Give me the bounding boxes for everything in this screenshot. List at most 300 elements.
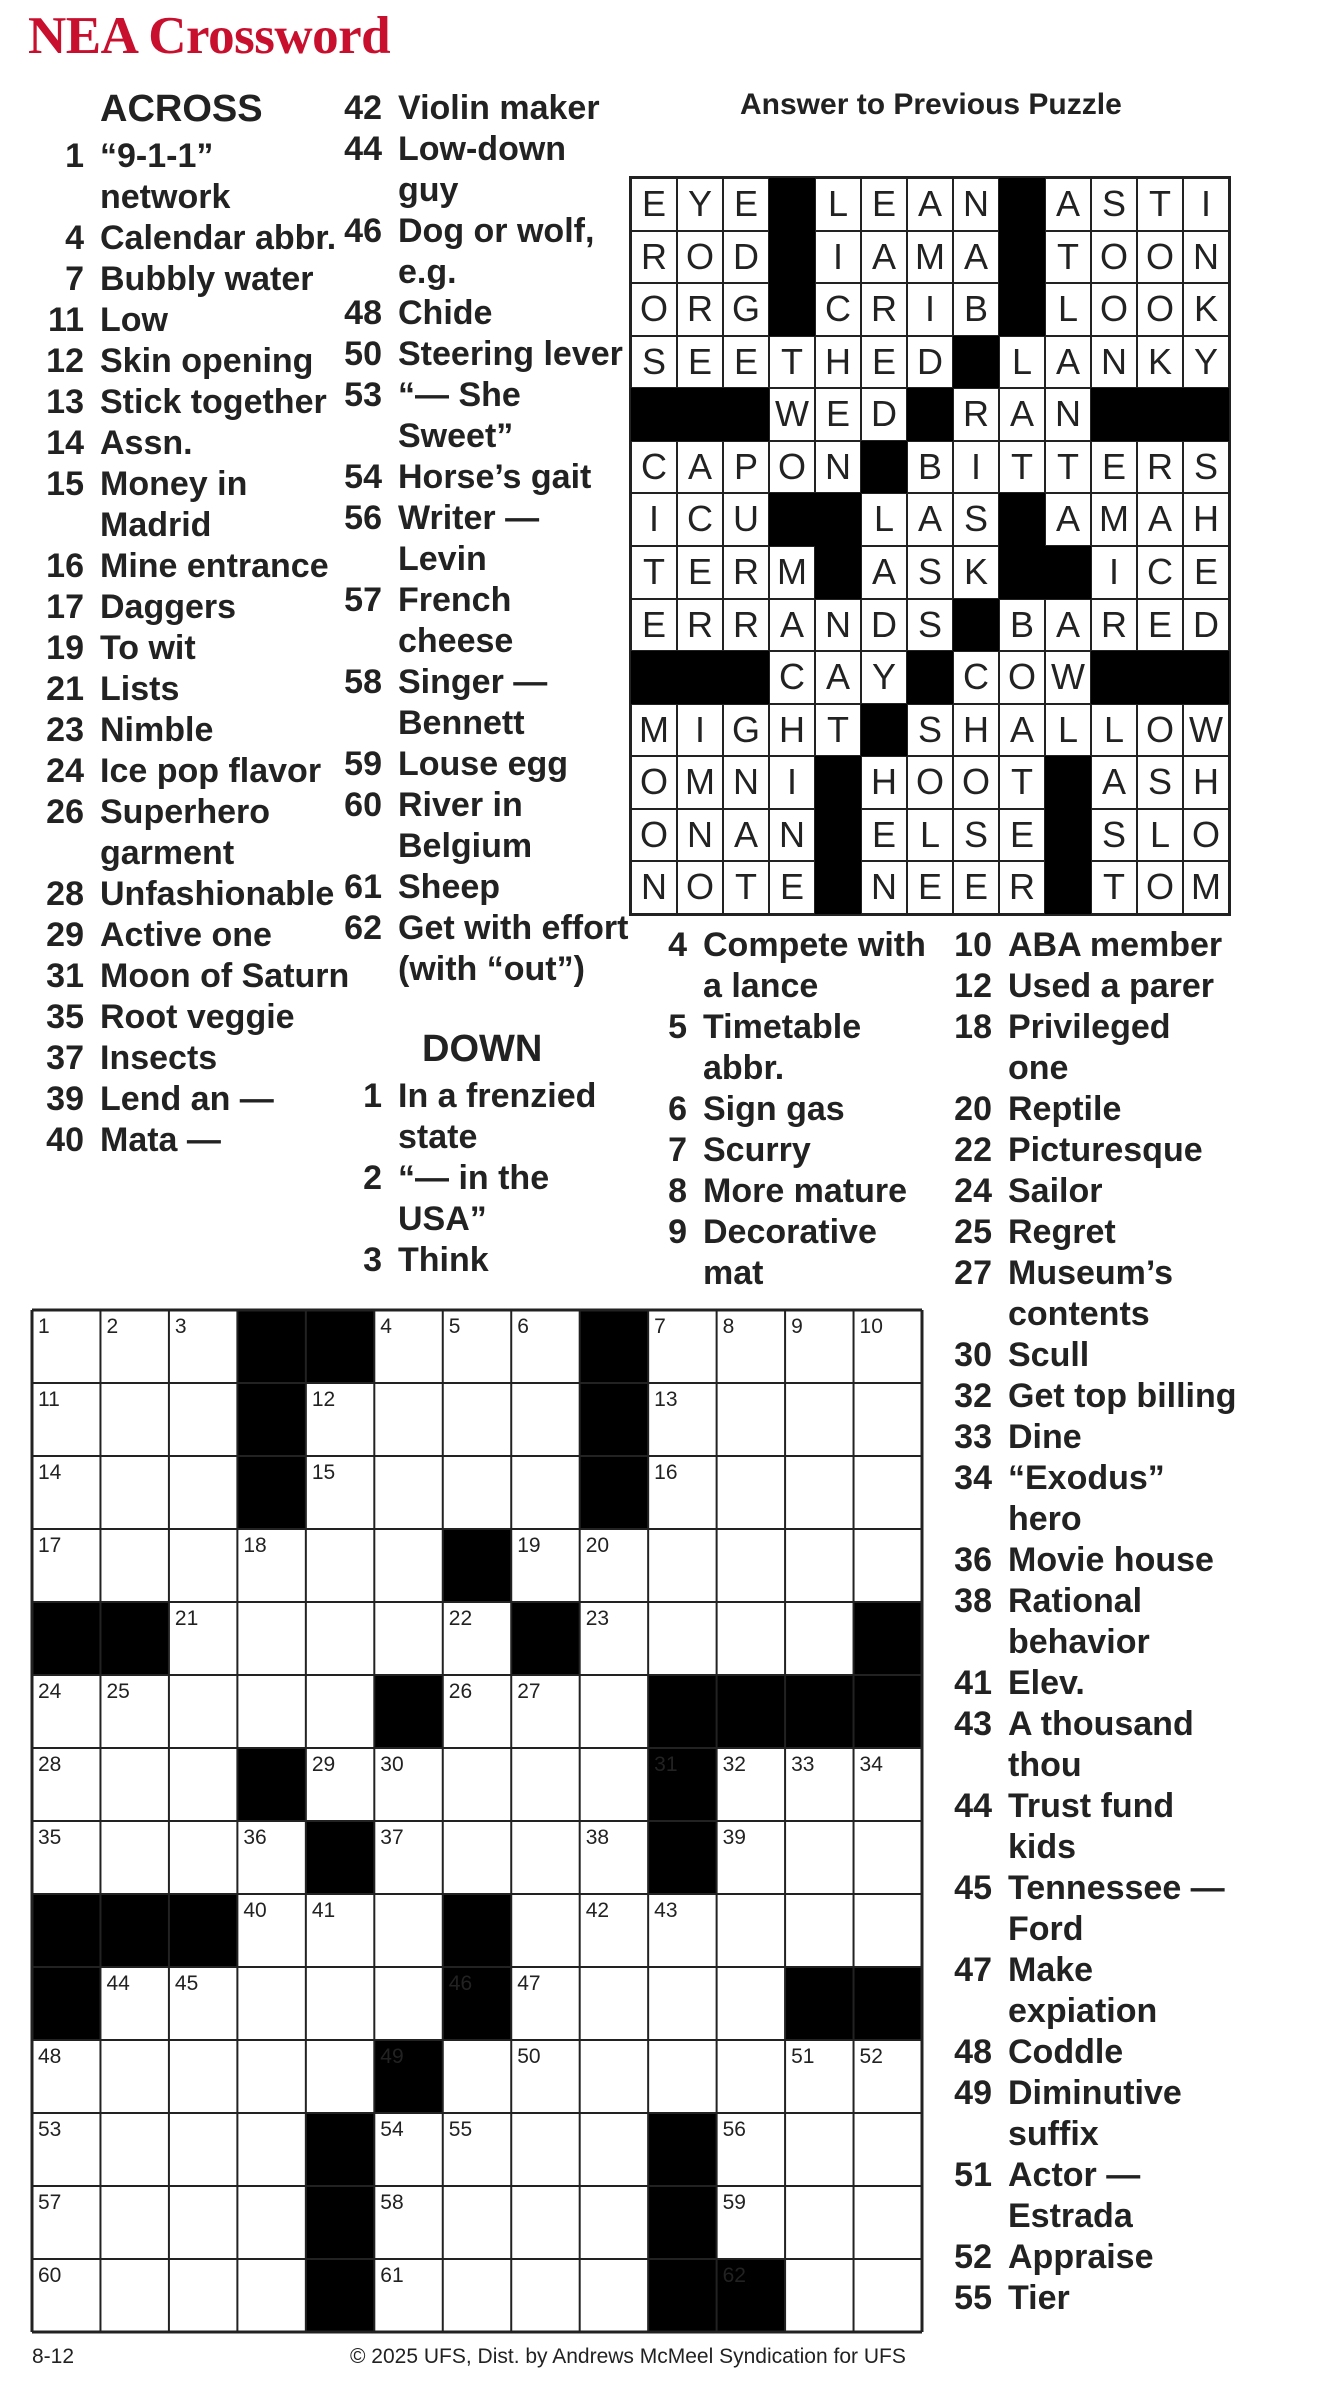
answer-letter-cell: R (999, 861, 1045, 914)
clue-item (940, 1786, 1240, 1868)
grid-cell[interactable] (854, 1383, 922, 1456)
grid-clue-number: 35 (38, 1826, 62, 1849)
grid-cell[interactable] (580, 1967, 648, 2040)
clue-text: Insects (100, 1039, 218, 1077)
grid-cell[interactable] (306, 2040, 374, 2113)
grid-cell[interactable] (717, 1967, 785, 2040)
clue-number: 1 (65, 137, 84, 175)
grid-cell[interactable] (374, 1602, 442, 1675)
grid-cell[interactable] (785, 1529, 853, 1602)
grid-cell[interactable] (717, 1383, 785, 1456)
answer-letter-cell: A (1045, 493, 1091, 546)
answer-letter-cell: T (1045, 441, 1091, 494)
grid-cell[interactable] (374, 1894, 442, 1967)
grid-clue-number: 54 (380, 2118, 404, 2141)
clue-text: Tennessee — Ford (1008, 1869, 1225, 1948)
clue-text: Nimble (100, 711, 214, 749)
grid-cell[interactable] (854, 2186, 922, 2259)
clue-item (330, 334, 630, 375)
grid-cell[interactable] (237, 2259, 305, 2332)
answer-block-cell (815, 546, 861, 599)
answer-letter-cell: H (1183, 493, 1229, 546)
grid-cell[interactable] (511, 2113, 579, 2186)
grid-cell[interactable] (169, 2259, 237, 2332)
grid-clue-number: 29 (311, 1753, 336, 1776)
clue-text: Used a parer (1008, 967, 1214, 1005)
answer-block-cell (677, 651, 723, 704)
clue-item (940, 1868, 1240, 1950)
clue-number: 37 (46, 1039, 84, 1077)
clue-text: Calendar abbr. (100, 219, 337, 257)
answer-letter-cell: O (1091, 283, 1137, 336)
answer-letter-cell: T (1137, 178, 1183, 231)
answer-letter-cell: C (631, 441, 677, 494)
grid-cell[interactable] (717, 2040, 785, 2113)
answer-letter-cell: R (953, 388, 999, 441)
clue-item (330, 662, 630, 744)
clue-number: 36 (954, 1541, 992, 1579)
answer-letter-cell: O (1183, 809, 1229, 862)
grid-cell[interactable] (169, 2113, 237, 2186)
clue-item (330, 1158, 630, 1240)
clue-number: 12 (954, 967, 992, 1005)
clue-item (940, 1089, 1240, 1130)
clue-number: 25 (954, 1213, 992, 1251)
grid-cell[interactable] (854, 1529, 922, 1602)
clue-item (32, 546, 352, 587)
answer-letter-cell: A (1091, 756, 1137, 809)
clue-item (330, 908, 630, 990)
clue-text: Rational behavior (1008, 1582, 1150, 1661)
grid-block-cell (785, 1967, 854, 2041)
clue-text: “Exodus” hero (1008, 1459, 1165, 1538)
puzzle-title: NEA Crossword (28, 7, 391, 65)
clue-number: 4 (668, 926, 687, 964)
clue-number: 52 (954, 2238, 992, 2276)
answer-letter-cell: O (677, 861, 723, 914)
grid-cell[interactable] (785, 1602, 853, 1675)
grid-cell[interactable] (785, 1894, 853, 1967)
clue-number: 57 (344, 581, 382, 619)
clue-text: Sign gas (703, 1090, 845, 1128)
clue-item (940, 2155, 1240, 2237)
grid-clue-number: 38 (585, 1826, 610, 1849)
answer-block-cell (999, 231, 1045, 284)
grid-cell[interactable] (854, 1456, 922, 1529)
grid-clue-number: 20 (585, 1534, 610, 1557)
grid-clue-number: 11 (38, 1388, 60, 1411)
grid-cell[interactable] (237, 2186, 305, 2259)
clue-text: Dog or wolf, e.g. (398, 212, 595, 291)
grid-cell[interactable] (580, 2113, 648, 2186)
grid-cell[interactable] (648, 1602, 716, 1675)
grid-cell[interactable] (169, 1456, 237, 1529)
clue-number: 53 (344, 376, 382, 414)
answer-letter-cell: S (1137, 756, 1183, 809)
clue-number: 58 (344, 663, 382, 701)
grid-clue-number: 3 (174, 1315, 187, 1338)
grid-cell[interactable] (511, 2186, 579, 2259)
grid-cell[interactable] (717, 1529, 785, 1602)
clue-number: 30 (954, 1336, 992, 1374)
clue-number: 6 (668, 1090, 687, 1128)
answer-letter-cell: L (1045, 704, 1091, 757)
clue-number: 14 (46, 424, 84, 462)
answer-letter-cell: R (1137, 441, 1183, 494)
answer-block-cell (1183, 651, 1229, 704)
clue-number: 41 (954, 1664, 992, 1702)
grid-cell[interactable] (237, 2040, 305, 2113)
clue-text: Picturesque (1008, 1131, 1203, 1169)
answer-block-cell (631, 388, 677, 441)
clue-text: “9-1-1” network (100, 137, 231, 216)
answer-letter-cell: P (723, 441, 769, 494)
answer-letter-cell: O (1091, 231, 1137, 284)
grid-block-cell (853, 1602, 922, 1676)
grid-cell[interactable] (100, 2113, 168, 2186)
clue-text: Superhero garment (100, 793, 271, 872)
clue-text: Chide (398, 294, 493, 332)
clue-text: Bubbly water (100, 260, 314, 298)
answer-block-cell (861, 704, 907, 757)
clue-text: “— She Sweet” (398, 376, 521, 455)
clue-text: Lend an — (100, 1080, 274, 1118)
copyright: © 2025 UFS, Dist. by Andrews McMeel Syndication for UFS (350, 2345, 906, 2368)
grid-cell[interactable] (511, 1456, 579, 1529)
clue-text: To wit (100, 629, 196, 667)
grid-clue-number: 4 (380, 1315, 392, 1338)
answer-letter-cell: T (1091, 861, 1137, 914)
clue-number: 33 (954, 1418, 992, 1456)
answer-letter-cell: E (723, 336, 769, 389)
clue-text: Trust fund kids (1008, 1787, 1175, 1866)
grid-cell[interactable] (511, 1894, 579, 1967)
grid-cell[interactable] (580, 2040, 648, 2113)
grid-cell[interactable] (169, 1383, 237, 1456)
grid-cell[interactable] (785, 2186, 853, 2259)
clue-number: 59 (344, 745, 382, 783)
grid-cell[interactable] (306, 1529, 374, 1602)
clue-text: Mata — (100, 1121, 221, 1159)
clue-number: 61 (344, 868, 382, 906)
answer-grid-title: Answer to Previous Puzzle (740, 88, 1122, 121)
clue-number: 29 (46, 916, 84, 954)
clue-item (32, 587, 352, 628)
clue-item (940, 1212, 1240, 1253)
answer-letter-cell: S (1183, 441, 1229, 494)
grid-cell[interactable] (443, 2259, 511, 2332)
clue-text: Privileged one (1008, 1008, 1171, 1087)
answer-letter-cell: S (953, 493, 999, 546)
grid-cell[interactable] (854, 1894, 922, 1967)
clue-item (940, 1376, 1240, 1417)
down-column-3 (635, 925, 945, 1294)
grid-block-cell (32, 1967, 101, 2041)
clue-number: 7 (668, 1131, 687, 1169)
answer-letter-cell: L (907, 809, 953, 862)
answer-letter-cell: O (631, 283, 677, 336)
grid-block-cell (237, 1456, 306, 1530)
grid-cell[interactable] (100, 2040, 168, 2113)
grid-cell[interactable] (100, 1383, 168, 1456)
clue-text: Stick together (100, 383, 327, 421)
grid-cell[interactable] (854, 1821, 922, 1894)
grid-cell[interactable] (100, 1456, 168, 1529)
answer-block-cell (815, 809, 861, 862)
grid-clue-number: 26 (448, 1680, 473, 1703)
grid-cell[interactable] (237, 1675, 305, 1748)
clue-item (940, 1581, 1240, 1663)
grid-block-cell (648, 1675, 717, 1749)
grid-cell[interactable] (648, 2040, 716, 2113)
grid-cell[interactable] (580, 1748, 648, 1821)
clue-number: 48 (954, 2033, 992, 2071)
grid-cell[interactable] (237, 1602, 305, 1675)
clue-text: Sailor (1008, 1172, 1103, 1210)
answer-letter-cell: L (1045, 283, 1091, 336)
clue-number: 27 (954, 1254, 992, 1292)
answer-letter-cell: K (1137, 336, 1183, 389)
grid-cell[interactable] (717, 1456, 785, 1529)
answer-letter-cell: O (631, 756, 677, 809)
grid-clue-number: 22 (448, 1607, 473, 1630)
grid-block-cell (648, 1821, 717, 1895)
grid-cell[interactable] (169, 1529, 237, 1602)
grid-cell[interactable] (237, 1967, 305, 2040)
grid-cell[interactable] (443, 2040, 511, 2113)
grid-cell[interactable] (785, 1456, 853, 1529)
grid-clue-number: 41 (311, 1899, 336, 1922)
answer-block-cell (953, 599, 999, 652)
clue-text: Museum’s contents (1008, 1254, 1174, 1333)
answer-block-cell (1091, 651, 1137, 704)
clue-text: Make expiation (1008, 1951, 1158, 2030)
answer-letter-cell: E (815, 388, 861, 441)
clue-item (32, 300, 352, 341)
grid-cell[interactable] (169, 2186, 237, 2259)
answer-letter-cell: E (769, 861, 815, 914)
answer-letter-cell: E (1137, 599, 1183, 652)
grid-cell[interactable] (100, 2186, 168, 2259)
grid-cell[interactable] (785, 1383, 853, 1456)
answer-letter-cell: T (999, 441, 1045, 494)
previous-answer-grid (629, 176, 1231, 916)
answer-letter-cell: M (677, 756, 723, 809)
grid-cell[interactable] (169, 1821, 237, 1894)
grid-cell[interactable] (443, 1821, 511, 1894)
answer-letter-cell: O (631, 809, 677, 862)
answer-letter-cell: O (999, 651, 1045, 704)
grid-cell[interactable] (443, 2186, 511, 2259)
answer-letter-cell: B (999, 599, 1045, 652)
answer-letter-cell: R (1091, 599, 1137, 652)
grid-block-cell (853, 1967, 922, 2041)
clue-text: Violin maker (398, 89, 600, 127)
answer-letter-cell: S (907, 599, 953, 652)
clue-text: Daggers (100, 588, 237, 626)
answer-block-cell (1045, 861, 1091, 914)
clue-number: 62 (344, 909, 382, 947)
answer-letter-cell: I (953, 441, 999, 494)
grid-cell[interactable] (100, 1529, 168, 1602)
grid-clue-number: 58 (380, 2191, 404, 2214)
grid-cell[interactable] (854, 2259, 922, 2332)
clue-item (32, 1120, 352, 1161)
grid-cell[interactable] (443, 1383, 511, 1456)
grid-clue-number: 44 (106, 1972, 130, 1995)
answer-letter-cell: Y (861, 651, 907, 704)
grid-cell[interactable] (443, 1748, 511, 1821)
answer-letter-cell: I (907, 283, 953, 336)
grid-cell[interactable] (511, 1748, 579, 1821)
clue-number: 18 (954, 1008, 992, 1046)
clue-text: River in Belgium (398, 786, 533, 865)
clue-number: 16 (46, 547, 84, 585)
answer-letter-cell: O (677, 231, 723, 284)
answer-letter-cell: O (1137, 704, 1183, 757)
answer-letter-cell: A (723, 809, 769, 862)
grid-block-cell (579, 1383, 648, 1457)
clue-item (330, 88, 630, 129)
grid-block-cell (853, 1675, 922, 1749)
clue-item (940, 1663, 1240, 1704)
grid-cell[interactable] (237, 2113, 305, 2186)
clue-item (940, 2278, 1240, 2319)
answer-letter-cell: S (907, 546, 953, 599)
answer-letter-cell: N (677, 809, 723, 862)
grid-cell[interactable] (374, 1456, 442, 1529)
answer-letter-cell: L (999, 336, 1045, 389)
grid-cell[interactable] (374, 1529, 442, 1602)
answer-letter-cell: H (953, 704, 999, 757)
grid-cell[interactable] (511, 1383, 579, 1456)
grid-cell[interactable] (169, 2040, 237, 2113)
answer-letter-cell: A (1045, 178, 1091, 231)
answer-letter-cell: C (953, 651, 999, 704)
grid-cell[interactable] (717, 1894, 785, 1967)
clue-item (940, 2032, 1240, 2073)
grid-cell[interactable] (100, 2259, 168, 2332)
puzzle-code: 8-12 (32, 2345, 75, 2368)
clue-text: Reptile (1008, 1090, 1122, 1128)
answer-block-cell (815, 493, 861, 546)
clue-item (32, 710, 352, 751)
grid-cell[interactable] (580, 2259, 648, 2332)
answer-letter-cell: E (907, 861, 953, 914)
grid-cell[interactable] (580, 2186, 648, 2259)
grid-cell[interactable] (648, 1967, 716, 2040)
answer-block-cell (999, 546, 1045, 599)
clue-number: 7 (65, 260, 84, 298)
grid-block-cell (785, 1675, 854, 1749)
answer-block-cell (861, 441, 907, 494)
clue-number: 12 (46, 342, 84, 380)
grid-cell[interactable] (511, 1821, 579, 1894)
answer-block-cell (815, 861, 861, 914)
clue-number: 26 (46, 793, 84, 831)
crossword-grid (32, 1310, 922, 2332)
grid-clue-number: 48 (38, 2045, 62, 2068)
grid-cell[interactable] (511, 2259, 579, 2332)
clue-item (32, 751, 352, 792)
clue-item (330, 129, 630, 211)
answer-letter-cell: S (953, 809, 999, 862)
clue-number: 60 (344, 786, 382, 824)
grid-cell[interactable] (306, 1675, 374, 1748)
answer-letter-cell: H (815, 336, 861, 389)
clue-text: “— in the USA” (398, 1159, 550, 1238)
answer-letter-cell: A (861, 546, 907, 599)
grid-block-cell (32, 1602, 101, 1676)
grid-cell[interactable] (169, 1748, 237, 1821)
grid-block-cell (511, 1602, 580, 1676)
clue-item (940, 1007, 1240, 1089)
grid-clue-number: 62 (722, 2264, 746, 2287)
across-column-1 (32, 86, 352, 1161)
answer-letter-cell: B (953, 283, 999, 336)
grid-cell[interactable] (100, 1748, 168, 1821)
grid-cell[interactable] (374, 1967, 442, 2040)
answer-block-cell (769, 283, 815, 336)
answer-letter-cell: N (723, 756, 769, 809)
grid-clue-number: 47 (517, 1972, 541, 1995)
answer-block-cell (723, 651, 769, 704)
grid-block-cell (374, 1675, 443, 1749)
grid-cell[interactable] (717, 1602, 785, 1675)
grid-block-cell (305, 1310, 374, 1384)
grid-cell[interactable] (785, 2113, 853, 2186)
clue-number: 49 (954, 2074, 992, 2112)
clue-number: 51 (954, 2156, 992, 2194)
grid-cell[interactable] (580, 1675, 648, 1748)
answer-letter-cell: E (1183, 546, 1229, 599)
grid-clue-number: 50 (517, 2045, 541, 2068)
grid-cell[interactable] (648, 1529, 716, 1602)
grid-clue-number: 42 (585, 1899, 610, 1922)
answer-letter-cell: E (999, 809, 1045, 862)
grid-cell[interactable] (785, 2259, 853, 2332)
answer-letter-cell: E (631, 178, 677, 231)
grid-block-cell (442, 1894, 511, 1968)
grid-cell[interactable] (306, 1602, 374, 1675)
grid-cell[interactable] (169, 1675, 237, 1748)
grid-clue-number: 1 (38, 1315, 50, 1338)
clue-number: 34 (954, 1459, 992, 1497)
down-column-4 (940, 925, 1240, 2319)
grid-clue-number: 13 (654, 1388, 678, 1411)
clue-number: 11 (48, 301, 84, 339)
answer-block-cell (1045, 756, 1091, 809)
clue-number: 9 (668, 1213, 687, 1251)
grid-cell[interactable] (443, 1456, 511, 1529)
answer-letter-cell: T (723, 861, 769, 914)
grid-block-cell (716, 1675, 785, 1749)
clue-item (635, 1130, 945, 1171)
grid-cell[interactable] (374, 1383, 442, 1456)
grid-clue-number: 7 (654, 1315, 666, 1338)
answer-letter-cell: T (631, 546, 677, 599)
grid-cell[interactable] (785, 1821, 853, 1894)
answer-letter-cell: M (631, 704, 677, 757)
answer-letter-cell: U (723, 493, 769, 546)
grid-clue-number: 12 (311, 1388, 336, 1411)
grid-cell[interactable] (100, 1821, 168, 1894)
clue-item (32, 1079, 352, 1120)
clue-number: 31 (46, 957, 84, 995)
clue-text: Assn. (100, 424, 193, 462)
grid-cell[interactable] (306, 1967, 374, 2040)
grid-cell[interactable] (854, 2113, 922, 2186)
